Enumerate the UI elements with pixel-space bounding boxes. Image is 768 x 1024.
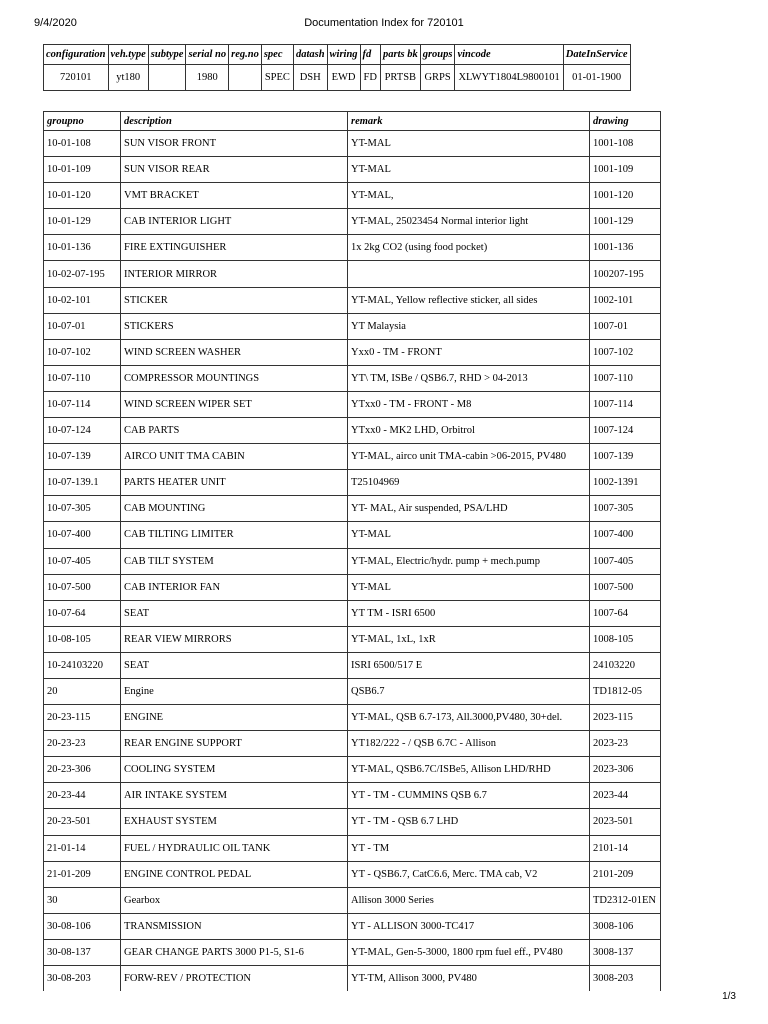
remark-cell: YT - TM bbox=[348, 835, 590, 861]
table-row bbox=[44, 626, 661, 652]
table-row bbox=[44, 600, 661, 626]
remark-cell: YTxx0 - MK2 LHD, Orbitrol bbox=[348, 418, 590, 444]
drawing-cell: 1007-400 bbox=[590, 522, 661, 548]
config-header-cell: configuration bbox=[44, 45, 109, 65]
drawing-cell: TD2312-01EN bbox=[590, 887, 661, 913]
description-cell: FUEL / HYDRAULIC OIL TANK bbox=[121, 835, 348, 861]
documentation-index-table bbox=[43, 111, 661, 991]
drawing-cell: 1007-139 bbox=[590, 444, 661, 470]
table-row bbox=[44, 652, 661, 678]
groupno-cell: 30-08-203 bbox=[44, 966, 121, 992]
config-header-cell: DateInService bbox=[563, 45, 630, 65]
groupno-cell: 10-07-124 bbox=[44, 418, 121, 444]
description-cell: Engine bbox=[121, 678, 348, 704]
table-row bbox=[44, 496, 661, 522]
groupno-cell: 10-01-120 bbox=[44, 183, 121, 209]
description-cell: ENGINE CONTROL PEDAL bbox=[121, 861, 348, 887]
description-cell: ENGINE bbox=[121, 705, 348, 731]
configuration-table bbox=[43, 44, 631, 91]
remark-cell: YT-MAL bbox=[348, 574, 590, 600]
description-cell: AIR INTAKE SYSTEM bbox=[121, 783, 348, 809]
description-cell: STICKERS bbox=[121, 313, 348, 339]
groupno-cell: 20-23-115 bbox=[44, 705, 121, 731]
table-row bbox=[44, 391, 661, 417]
groupno-cell: 30-08-106 bbox=[44, 913, 121, 939]
drawing-cell: 1007-124 bbox=[590, 418, 661, 444]
remark-cell: YT182/222 - / QSB 6.7C - Allison bbox=[348, 731, 590, 757]
drawing-cell: 1007-64 bbox=[590, 600, 661, 626]
table-row bbox=[44, 939, 661, 965]
groupno-cell: 10-02-101 bbox=[44, 287, 121, 313]
drawing-cell: 1001-129 bbox=[590, 209, 661, 235]
drawing-cell: 1001-109 bbox=[590, 157, 661, 183]
drawing-cell: 1001-108 bbox=[590, 131, 661, 157]
groupno-cell: 10-07-102 bbox=[44, 339, 121, 365]
config-header-cell: wiring bbox=[327, 45, 360, 65]
config-header-cell: reg.no bbox=[229, 45, 262, 65]
config-value-cell: 01-01-1900 bbox=[563, 65, 630, 91]
description-cell: REAR VIEW MIRRORS bbox=[121, 626, 348, 652]
document-title: Documentation Index for 720101 bbox=[304, 17, 464, 29]
table-row bbox=[44, 261, 661, 287]
groupno-cell: 20-23-306 bbox=[44, 757, 121, 783]
table-row bbox=[44, 287, 661, 313]
description-cell: COOLING SYSTEM bbox=[121, 757, 348, 783]
config-header-cell: serial no bbox=[186, 45, 229, 65]
remark-cell: YT-MAL bbox=[348, 157, 590, 183]
description-cell: REAR ENGINE SUPPORT bbox=[121, 731, 348, 757]
drawing-cell: 2023-306 bbox=[590, 757, 661, 783]
drawing-cell: 1007-102 bbox=[590, 339, 661, 365]
drawing-cell: 2023-23 bbox=[590, 731, 661, 757]
index-body bbox=[44, 131, 661, 992]
table-row bbox=[44, 470, 661, 496]
drawing-cell: 1002-1391 bbox=[590, 470, 661, 496]
groupno-cell: 10-07-139 bbox=[44, 444, 121, 470]
drawing-cell: 2023-115 bbox=[590, 705, 661, 731]
table-row bbox=[44, 861, 661, 887]
table-row bbox=[44, 339, 661, 365]
drawing-cell: 2101-209 bbox=[590, 861, 661, 887]
remark-cell: YTxx0 - TM - FRONT - M8 bbox=[348, 391, 590, 417]
config-value-cell: SPEC bbox=[261, 65, 293, 91]
description-cell: GEAR CHANGE PARTS 3000 P1-5, S1-6 bbox=[121, 939, 348, 965]
description-cell: EXHAUST SYSTEM bbox=[121, 809, 348, 835]
config-header-cell: groups bbox=[420, 45, 455, 65]
drawing-cell: 1007-114 bbox=[590, 391, 661, 417]
config-value-cell bbox=[229, 65, 262, 91]
configuration-values-row bbox=[44, 65, 631, 91]
drawing-cell: 2101-14 bbox=[590, 835, 661, 861]
description-cell: SEAT bbox=[121, 652, 348, 678]
description-cell: STICKER bbox=[121, 287, 348, 313]
table-row bbox=[44, 835, 661, 861]
groupno-cell: 10-07-114 bbox=[44, 391, 121, 417]
remark-cell: T25104969 bbox=[348, 470, 590, 496]
config-header-cell: subtype bbox=[148, 45, 186, 65]
table-row bbox=[44, 678, 661, 704]
table-row bbox=[44, 731, 661, 757]
groupno-cell: 10-07-110 bbox=[44, 365, 121, 391]
remark-cell: YT-MAL, 25023454 Normal interior light bbox=[348, 209, 590, 235]
drawing-cell: 1007-110 bbox=[590, 365, 661, 391]
remark-cell: YT - QSB6.7, CatC6.6, Merc. TMA cab, V2 bbox=[348, 861, 590, 887]
groupno-cell: 10-01-136 bbox=[44, 235, 121, 261]
config-value-cell: 720101 bbox=[44, 65, 109, 91]
drawing-cell: 3008-106 bbox=[590, 913, 661, 939]
remark-cell: ISRI 6500/517 E bbox=[348, 652, 590, 678]
table-row bbox=[44, 809, 661, 835]
description-cell: INTERIOR MIRROR bbox=[121, 261, 348, 287]
description-cell: CAB INTERIOR FAN bbox=[121, 574, 348, 600]
config-value-cell: 1980 bbox=[186, 65, 229, 91]
config-value-cell bbox=[148, 65, 186, 91]
remark-cell bbox=[348, 261, 590, 287]
table-row bbox=[44, 313, 661, 339]
drawing-cell: 3008-137 bbox=[590, 939, 661, 965]
groupno-cell: 10-07-01 bbox=[44, 313, 121, 339]
description-cell: SEAT bbox=[121, 600, 348, 626]
groupno-cell: 20-23-501 bbox=[44, 809, 121, 835]
groupno-cell: 20 bbox=[44, 678, 121, 704]
groupno-cell: 10-01-129 bbox=[44, 209, 121, 235]
config-header-cell: fd bbox=[360, 45, 380, 65]
remark-cell: YT-MAL, airco unit TMA-cabin >06-2015, PV480 bbox=[348, 444, 590, 470]
table-row bbox=[44, 522, 661, 548]
description-cell: WIND SCREEN WIPER SET bbox=[121, 391, 348, 417]
config-value-cell: FD bbox=[360, 65, 380, 91]
groupno-cell: 10-07-305 bbox=[44, 496, 121, 522]
remark-cell: YT-TM, Allison 3000, PV480 bbox=[348, 966, 590, 992]
drawing-cell: 1002-101 bbox=[590, 287, 661, 313]
drawing-cell: 1001-136 bbox=[590, 235, 661, 261]
remark-cell: YT\ TM, ISBe / QSB6.7, RHD > 04-2013 bbox=[348, 365, 590, 391]
drawing-cell: TD1812-05 bbox=[590, 678, 661, 704]
index-header-cell: drawing bbox=[590, 112, 661, 131]
remark-cell: YT-MAL, QSB 6.7-173, All.3000,PV480, 30+del. bbox=[348, 705, 590, 731]
remark-cell: YT-MAL bbox=[348, 131, 590, 157]
drawing-cell: 1007-01 bbox=[590, 313, 661, 339]
groupno-cell: 10-07-500 bbox=[44, 574, 121, 600]
groupno-cell: 30 bbox=[44, 887, 121, 913]
table-row bbox=[44, 966, 661, 992]
remark-cell: YT-MAL bbox=[348, 522, 590, 548]
index-header-cell: description bbox=[121, 112, 348, 131]
remark-cell: YT - TM - QSB 6.7 LHD bbox=[348, 809, 590, 835]
index-header-cell: remark bbox=[348, 112, 590, 131]
table-row bbox=[44, 235, 661, 261]
table-row bbox=[44, 183, 661, 209]
config-header-cell: vincode bbox=[455, 45, 563, 65]
groupno-cell: 10-07-64 bbox=[44, 600, 121, 626]
table-row bbox=[44, 574, 661, 600]
table-row bbox=[44, 365, 661, 391]
drawing-cell: 1007-405 bbox=[590, 548, 661, 574]
description-cell: VMT BRACKET bbox=[121, 183, 348, 209]
groupno-cell: 10-01-109 bbox=[44, 157, 121, 183]
drawing-cell: 1008-105 bbox=[590, 626, 661, 652]
index-header-cell: groupno bbox=[44, 112, 121, 131]
remark-cell: Allison 3000 Series bbox=[348, 887, 590, 913]
description-cell: CAB TILTING LIMITER bbox=[121, 522, 348, 548]
groupno-cell: 20-23-44 bbox=[44, 783, 121, 809]
config-value-cell: PRTSB bbox=[380, 65, 420, 91]
table-row bbox=[44, 757, 661, 783]
table-row bbox=[44, 418, 661, 444]
drawing-cell: 1007-305 bbox=[590, 496, 661, 522]
table-row bbox=[44, 157, 661, 183]
description-cell: SUN VISOR FRONT bbox=[121, 131, 348, 157]
description-cell: CAB MOUNTING bbox=[121, 496, 348, 522]
table-row bbox=[44, 444, 661, 470]
config-header-cell: veh.type bbox=[108, 45, 148, 65]
drawing-cell: 100207-195 bbox=[590, 261, 661, 287]
groupno-cell: 10-07-405 bbox=[44, 548, 121, 574]
remark-cell: YT-MAL, 1xL, 1xR bbox=[348, 626, 590, 652]
remark-cell: YT-MAL, Electric/hydr. pump + mech.pump bbox=[348, 548, 590, 574]
config-value-cell: DSH bbox=[293, 65, 327, 91]
config-header-cell: spec bbox=[261, 45, 293, 65]
groupno-cell: 10-07-139.1 bbox=[44, 470, 121, 496]
remark-cell: 1x 2kg CO2 (using food pocket) bbox=[348, 235, 590, 261]
print-date: 9/4/2020 bbox=[34, 17, 77, 29]
config-value-cell: yt180 bbox=[108, 65, 148, 91]
description-cell: PARTS HEATER UNIT bbox=[121, 470, 348, 496]
groupno-cell: 10-07-400 bbox=[44, 522, 121, 548]
description-cell: Gearbox bbox=[121, 887, 348, 913]
table-row bbox=[44, 209, 661, 235]
remark-cell: YT - TM - CUMMINS QSB 6.7 bbox=[348, 783, 590, 809]
configuration-header-row bbox=[44, 45, 631, 65]
drawing-cell: 2023-44 bbox=[590, 783, 661, 809]
drawing-cell: 2023-501 bbox=[590, 809, 661, 835]
drawing-cell: 3008-203 bbox=[590, 966, 661, 992]
drawing-cell: 1007-500 bbox=[590, 574, 661, 600]
description-cell: COMPRESSOR MOUNTINGS bbox=[121, 365, 348, 391]
remark-cell: YT-MAL, bbox=[348, 183, 590, 209]
remark-cell: YT TM - ISRI 6500 bbox=[348, 600, 590, 626]
description-cell: AIRCO UNIT TMA CABIN bbox=[121, 444, 348, 470]
table-row bbox=[44, 548, 661, 574]
page-number: 1/3 bbox=[722, 991, 736, 1002]
groupno-cell: 10-02-07-195 bbox=[44, 261, 121, 287]
groupno-cell: 10-24103220 bbox=[44, 652, 121, 678]
description-cell: FIRE EXTINGUISHER bbox=[121, 235, 348, 261]
config-value-cell: XLWYT1804L9800101 bbox=[455, 65, 563, 91]
config-value-cell: EWD bbox=[327, 65, 360, 91]
description-cell: CAB TILT SYSTEM bbox=[121, 548, 348, 574]
config-value-cell: GRPS bbox=[420, 65, 455, 91]
table-row bbox=[44, 887, 661, 913]
remark-cell: YT Malaysia bbox=[348, 313, 590, 339]
remark-cell: YT-MAL, Gen-5-3000, 1800 rpm fuel eff., PV480 bbox=[348, 939, 590, 965]
remark-cell: YT- MAL, Air suspended, PSA/LHD bbox=[348, 496, 590, 522]
index-header-row bbox=[44, 112, 661, 131]
remark-cell: QSB6.7 bbox=[348, 678, 590, 704]
description-cell: CAB INTERIOR LIGHT bbox=[121, 209, 348, 235]
groupno-cell: 20-23-23 bbox=[44, 731, 121, 757]
remark-cell: Yxx0 - TM - FRONT bbox=[348, 339, 590, 365]
remark-cell: YT-MAL, QSB6.7C/ISBe5, Allison LHD/RHD bbox=[348, 757, 590, 783]
description-cell: FORW-REV / PROTECTION bbox=[121, 966, 348, 992]
table-row bbox=[44, 705, 661, 731]
drawing-cell: 24103220 bbox=[590, 652, 661, 678]
groupno-cell: 10-08-105 bbox=[44, 626, 121, 652]
description-cell: TRANSMISSION bbox=[121, 913, 348, 939]
groupno-cell: 10-01-108 bbox=[44, 131, 121, 157]
table-row bbox=[44, 783, 661, 809]
description-cell: SUN VISOR REAR bbox=[121, 157, 348, 183]
description-cell: WIND SCREEN WASHER bbox=[121, 339, 348, 365]
drawing-cell: 1001-120 bbox=[590, 183, 661, 209]
table-row bbox=[44, 131, 661, 157]
groupno-cell: 21-01-14 bbox=[44, 835, 121, 861]
description-cell: CAB PARTS bbox=[121, 418, 348, 444]
remark-cell: YT-MAL, Yellow reflective sticker, all sides bbox=[348, 287, 590, 313]
groupno-cell: 21-01-209 bbox=[44, 861, 121, 887]
config-header-cell: datash bbox=[293, 45, 327, 65]
groupno-cell: 30-08-137 bbox=[44, 939, 121, 965]
remark-cell: YT - ALLISON 3000-TC417 bbox=[348, 913, 590, 939]
config-header-cell: parts bk bbox=[380, 45, 420, 65]
table-row bbox=[44, 913, 661, 939]
